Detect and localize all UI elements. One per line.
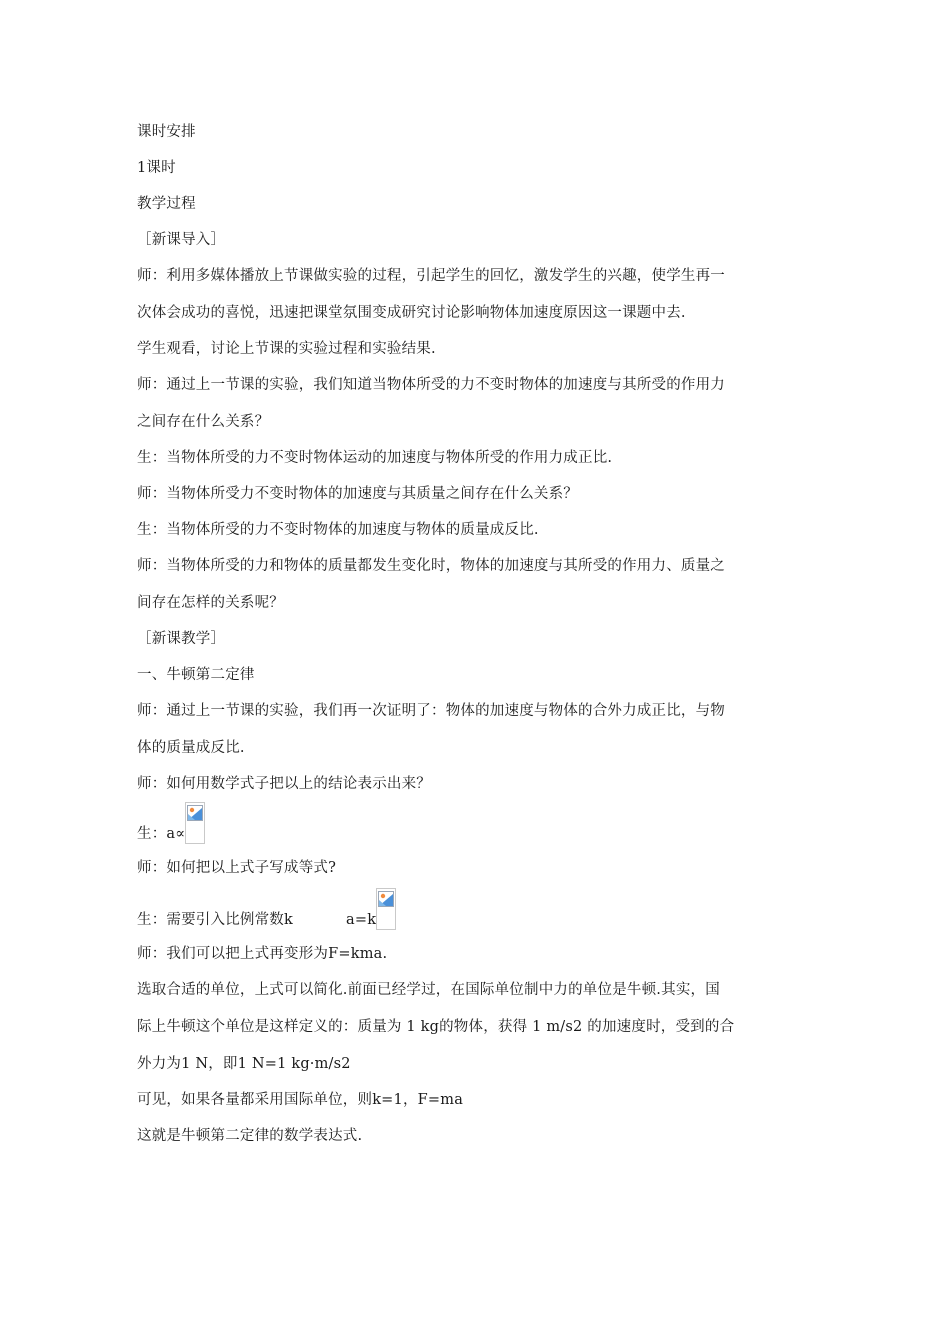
paragraph-line: 师：我们可以把上式再变形为F=kma. xyxy=(137,946,388,962)
paragraph-line: 师：当物体所受力不变时物体的加速度与其质量之间存在什么关系？ xyxy=(137,486,578,502)
section-teaching: ［新课教学］ xyxy=(137,631,226,647)
paragraph-line: 体的质量成反比. xyxy=(137,740,245,756)
paragraph-line: 这就是牛顿第二定律的数学表达式. xyxy=(137,1128,363,1144)
document-body xyxy=(137,122,817,1146)
paragraph-line: 之间存在什么关系？ xyxy=(137,414,270,430)
paragraph-line: 师：如何用数学式子把以上的结论表示出来？ xyxy=(137,776,431,792)
paragraph-line: 间存在怎样的关系呢？ xyxy=(137,595,284,611)
paragraph-line: 可见，如果各量都采用国际单位，则k=1，F=ma xyxy=(137,1092,464,1108)
paragraph-line: 师：当物体所受的力和物体的质量都发生变化时，物体的加速度与其所受的作用力、质量之 xyxy=(137,558,725,574)
paragraph-line: 师：利用多媒体播放上节课做实验的过程，引起学生的回忆，激发学生的兴趣，使学生再一 xyxy=(137,268,725,284)
formula-prefix: 生：需要引入比例常数k xyxy=(137,912,293,928)
paragraph-line: 生：当物体所受的力不变时物体运动的加速度与物体所受的作用力成正比. xyxy=(137,450,613,466)
paragraph-line: 际上牛顿这个单位是这样定义的：质量为 1 kg的物体，获得 1 m/s2 的加速度时，受到的合 xyxy=(137,1019,735,1035)
paragraph-line: 师：通过上一节课的实验，我们再一次证明了：物体的加速度与物体的合外力成正比，与物 xyxy=(137,703,725,719)
broken-image-icon xyxy=(376,888,396,930)
broken-image-icon xyxy=(185,802,205,844)
schedule-value: 1课时 xyxy=(137,160,176,176)
paragraph-line: 师：通过上一节课的实验，我们知道当物体所受的力不变时物体的加速度与其所受的作用力 xyxy=(137,377,725,393)
paragraph-line: 次体会成功的喜悦，迅速把课堂氛围变成研究讨论影响物体加速度原因这一课题中去. xyxy=(137,305,686,321)
paragraph-line: 师：如何把以上式子写成等式? xyxy=(137,860,337,876)
paragraph-line: 选取合适的单位，上式可以简化.前面已经学过，在国际单位制中力的单位是牛顿.其实，国 xyxy=(137,982,720,998)
heading-process: 教学过程 xyxy=(137,196,196,212)
formula-expression: a=k xyxy=(346,912,377,928)
subsection-title: 一、牛顿第二定律 xyxy=(137,667,255,683)
formula-line-1 xyxy=(137,798,817,844)
heading-schedule: 课时安排 xyxy=(137,124,196,140)
formula-prefix: 生：a∝ xyxy=(137,826,186,842)
section-intro: ［新课导入］ xyxy=(137,232,226,248)
paragraph-line: 学生观看，讨论上节课的实验过程和实验结果. xyxy=(137,341,436,357)
paragraph-line: 生：当物体所受的力不变时物体的加速度与物体的质量成反比. xyxy=(137,522,539,538)
formula-line-2 xyxy=(137,884,817,930)
paragraph-line: 外力为1 N，即1 N=1 kg·m/s2 xyxy=(137,1056,351,1072)
